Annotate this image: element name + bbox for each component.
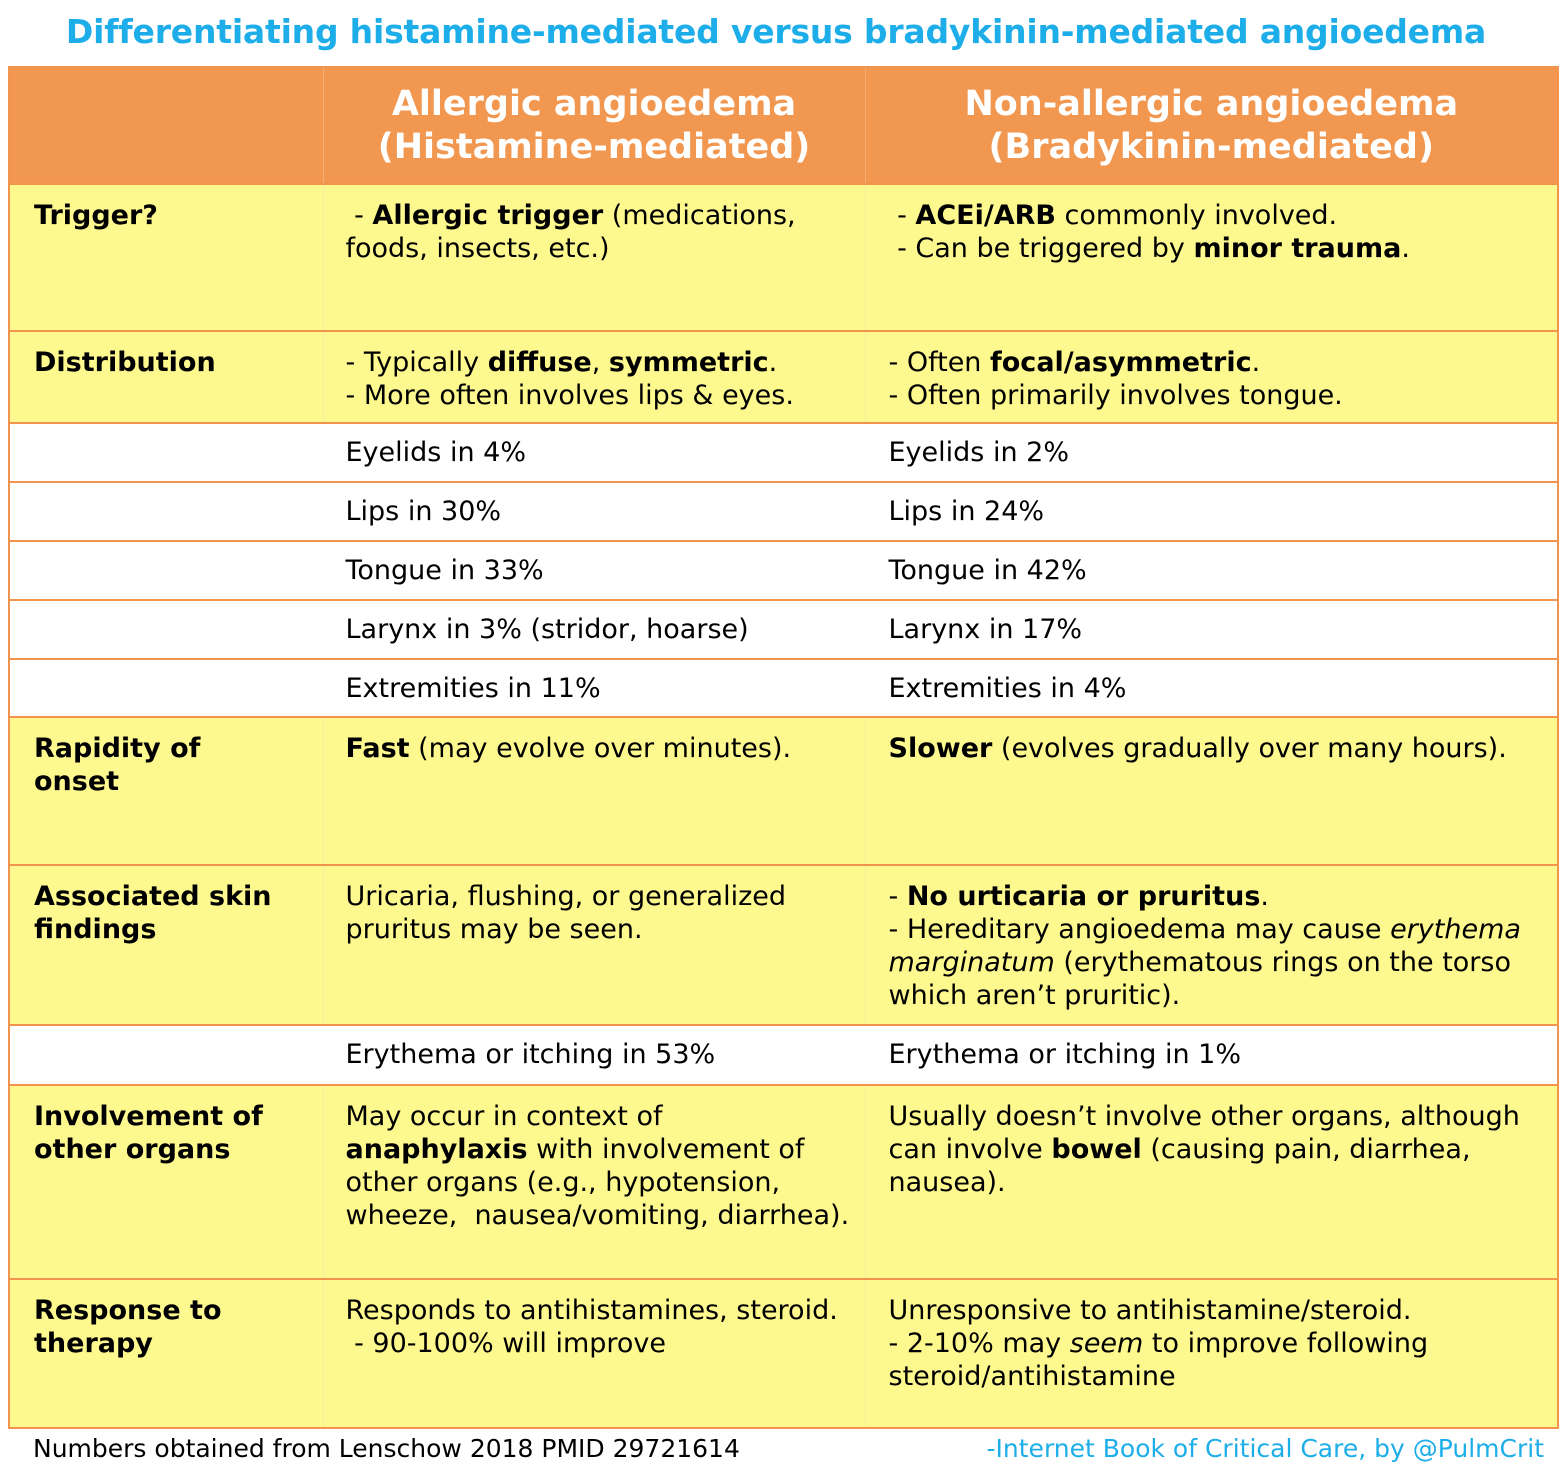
cell-italic-text: erythema marginatum (888, 914, 1521, 978)
cell-nonallergic: Erythema or itching in 1% (865, 1025, 1558, 1085)
cell-italic-text: seem (1069, 1328, 1144, 1359)
cell-text: - (888, 881, 907, 912)
cell-line (889, 880, 1544, 913)
cell-nonallergic: Larynx in 17% (865, 600, 1558, 659)
cell-line (346, 346, 851, 379)
row-label-empty (9, 659, 323, 717)
cell-bold-text: Allergic trigger (372, 200, 604, 231)
cell-bold-text: anaphylaxis (345, 1134, 528, 1165)
cell-text: . (768, 347, 778, 378)
cell-line (889, 232, 1544, 265)
cell-line: - 90-100% will improve (345, 1328, 667, 1359)
header-allergic (323, 67, 865, 184)
cell-text: commonly involved. (1055, 200, 1338, 231)
cell-text: with involvement of other organs (e.g., hypotension, wheeze, nausea/vomiting, diarrhea). (345, 1134, 850, 1231)
header-nonallergic-subtitle: (Bradykinin-mediated) (988, 126, 1434, 167)
table-row-trigger (9, 184, 1558, 331)
cell-nonallergic (865, 331, 1558, 423)
cell-bold-text: bowel (1051, 1134, 1142, 1165)
table-row-eyelids (9, 423, 1558, 482)
table-row-skin (9, 865, 1558, 1025)
cell-text: (erythematous rings on the torso which aren’t pruritic). (888, 947, 1511, 1011)
cell-allergic: Tongue in 33% (323, 541, 865, 600)
header-allergic-title: Allergic angioedema (391, 83, 797, 124)
cell-allergic: Uricaria, flushing, or generalized pruritus may be seen. (323, 865, 865, 1025)
cell-bold-text: focal/asymmetric (990, 347, 1252, 378)
cell-line: Responds to antihistamines, steroid. (345, 1295, 838, 1326)
comparison-table (8, 66, 1559, 1429)
table-row-lips (9, 482, 1558, 541)
cell-nonallergic (865, 184, 1558, 331)
cell-text: - Can be triggered by (888, 233, 1194, 264)
cell-nonallergic: Lips in 24% (865, 482, 1558, 541)
cell-text: - Typically (345, 347, 488, 378)
cell-line (889, 346, 1544, 379)
cell-text: to improve following steroid/antihistamine (888, 1328, 1429, 1392)
cell-bold-text: No urticaria or pruritus (906, 881, 1261, 912)
table-row-onset (9, 717, 1558, 865)
cell-line: Unresponsive to antihistamine/steroid. (888, 1295, 1412, 1326)
header-empty (9, 67, 323, 184)
cell-line (889, 1327, 1544, 1393)
cell-allergic (323, 1279, 865, 1428)
cell-text: . (1260, 881, 1269, 912)
cell-bold-text: ACEi/ARB (915, 200, 1056, 231)
row-label-empty (9, 541, 323, 600)
cell-nonallergic (865, 717, 1558, 865)
table-row-extremities (9, 659, 1558, 717)
cell-text: (may evolve over minutes). (409, 733, 792, 764)
row-label-empty (9, 1025, 323, 1085)
cell-line (889, 199, 1544, 232)
row-label-empty (9, 423, 323, 482)
row-label: Rapidity of onset (9, 717, 323, 865)
cell-nonallergic (865, 1085, 1558, 1279)
cell-text: - 2-10% may (888, 1328, 1070, 1359)
table-row-distribution (9, 331, 1558, 423)
row-label: Trigger? (9, 184, 323, 331)
cell-bold-text: Fast (345, 733, 410, 764)
row-label: Associated skin findings (9, 865, 323, 1025)
header-nonallergic (865, 67, 1558, 184)
row-label: Involvement of other organs (9, 1085, 323, 1279)
table-header-row (9, 67, 1558, 184)
cell-allergic (323, 331, 865, 423)
header-allergic-subtitle: (Histamine-mediated) (377, 126, 811, 167)
header-nonallergic-title: Non-allergic angioedema (964, 83, 1459, 124)
row-label: Response to therapy (9, 1279, 323, 1428)
cell-line (889, 913, 1544, 1012)
row-label-empty (9, 600, 323, 659)
table-row-larynx (9, 600, 1558, 659)
cell-nonallergic: Tongue in 42% (865, 541, 1558, 600)
cell-allergic: Larynx in 3% (stridor, hoarse) (323, 600, 865, 659)
cell-text: (evolves gradually over many hours). (992, 733, 1507, 764)
cell-allergic: Erythema or itching in 53% (323, 1025, 865, 1085)
cell-allergic: Eyelids in 4% (323, 423, 865, 482)
cell-allergic: Extremities in 11% (323, 659, 865, 717)
cell-text: - Hereditary angioedema may cause (888, 914, 1391, 945)
cell-text: Usually doesn’t involve other organs, although can involve (888, 1101, 1520, 1165)
cell-allergic (323, 184, 865, 331)
cell-nonallergic: Extremities in 4% (865, 659, 1558, 717)
row-label-empty (9, 482, 323, 541)
cell-nonallergic (865, 1279, 1558, 1428)
cell-allergic (323, 717, 865, 865)
source-citation: Numbers obtained from Lenschow 2018 PMID 29721614 (33, 1434, 740, 1463)
page-title: Differentiating histamine-mediated versus bradykinin-mediated angioedema (65, 12, 1487, 51)
cell-line: - More often involves lips & eyes. (345, 380, 794, 411)
cell-nonallergic: Eyelids in 2% (865, 423, 1558, 482)
cell-text: . (1251, 347, 1261, 378)
row-label: Distribution (9, 331, 323, 423)
cell-nonallergic (865, 865, 1558, 1025)
cell-bold-text: diffuse (487, 347, 592, 378)
author-credit: -Internet Book of Critical Care, by @PulmCrit (986, 1434, 1544, 1463)
cell-allergic (323, 1085, 865, 1279)
table-row-tongue (9, 541, 1558, 600)
table-row-therapy (9, 1279, 1558, 1428)
cell-bold-text: minor trauma (1193, 233, 1402, 264)
cell-text: , (591, 347, 609, 378)
cell-bold-text: Slower (888, 733, 993, 764)
table-row-organs (9, 1085, 1558, 1279)
cell-text: - Often (888, 347, 991, 378)
cell-text: - (888, 200, 916, 231)
cell-line: - Often primarily involves tongue. (888, 380, 1343, 411)
cell-text: - (345, 200, 373, 231)
cell-text: May occur in context of (345, 1101, 663, 1132)
cell-text: (medications, foods, insects, etc.) (345, 200, 796, 264)
cell-text: . (1401, 233, 1410, 264)
cell-text: (causing pain, diarrhea, nausea). (888, 1134, 1471, 1198)
cell-allergic: Lips in 30% (323, 482, 865, 541)
cell-bold-text: symmetric (608, 347, 769, 378)
table-row-erythema (9, 1025, 1558, 1085)
